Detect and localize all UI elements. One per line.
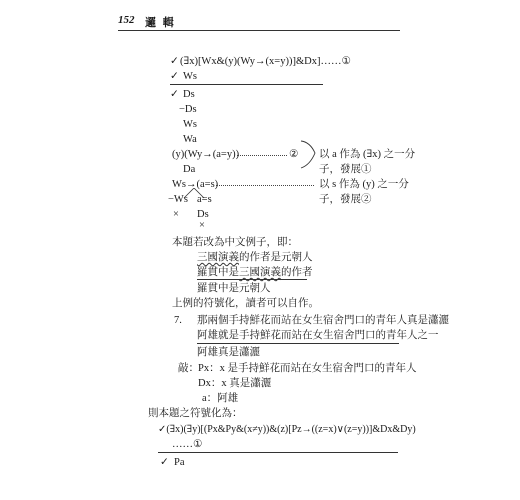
cross-mark: ×: [173, 209, 179, 220]
page-number: 152: [118, 14, 135, 26]
example-line-3: 羅貫中是元朝人: [197, 283, 271, 294]
premise-2: 阿雄就是手持鮮花而站在女生宿舍門口的青年人之一: [197, 330, 439, 341]
problem-number: 7.: [174, 315, 182, 326]
branch-right: a=s: [197, 194, 212, 205]
dotted-leader: [237, 150, 287, 156]
proof-line-11: Ds: [197, 209, 209, 220]
proof-line-8: Da: [183, 164, 196, 175]
proof-line-2: Ws: [183, 71, 197, 82]
cross-mark: ×: [199, 220, 205, 231]
text: 羅貫中是: [197, 267, 239, 278]
symbolized-intro: 則本題之符號化為：: [148, 408, 243, 419]
check-mark: ✓: [170, 89, 179, 100]
key-def-2: Dx：x 真是瀟灑: [198, 378, 272, 389]
key-def-3: a：阿雄: [202, 393, 239, 404]
reference-mark: ②: [289, 149, 299, 160]
note-1-cont: 子，發展①: [319, 164, 372, 175]
note-2-cont: 子，發展②: [319, 194, 372, 205]
proof-line-5: Ws: [183, 119, 197, 130]
example-rule: [197, 279, 307, 280]
note-2: 以 s 作為 (y) 之一分: [319, 179, 409, 190]
proof-line-7: (y)(Wy→(a=y)): [172, 149, 240, 160]
example-intro: 本題若改為中文例子，即：: [172, 237, 298, 248]
premise-rule: [197, 343, 399, 344]
proof-line-1: (∃x)[Wx&(y)(Wy→(x=y))]&Dx]……①: [180, 56, 351, 67]
proof-line-9: Ws→(a=s): [172, 179, 219, 190]
book-title: 三國演義: [239, 267, 281, 278]
check-mark: ✓: [170, 71, 179, 82]
proof-line-6: Wa: [183, 134, 197, 145]
proof-rule: [170, 84, 323, 85]
dotted-leader: [216, 180, 314, 186]
symbolized-formula: ✓(∃x)(∃y)[(Px&Py&(x≠y))&(z)[Pz→((z=x)∨(z=y))]&Dx&Dy): [158, 424, 416, 435]
formula-rule: [158, 452, 398, 453]
text: 的作者是元朝人: [239, 252, 313, 263]
example-conclusion: 上例的符號化，讀者可以自作。: [172, 298, 319, 309]
proof-line-4: −Ds: [179, 104, 197, 115]
key-label: 敲：: [178, 363, 199, 374]
last-line: Pa: [174, 457, 185, 468]
formula-ref: ……①: [172, 439, 203, 450]
conclusion: 阿雄真是瀟灑: [197, 347, 260, 358]
check-mark: ✓: [170, 56, 179, 67]
example-line-2: [197, 266, 313, 279]
proof-line-3: Ds: [183, 89, 195, 100]
branch-left: −Ws: [168, 194, 188, 205]
note-1: 以 a 作為 (∃x) 之一分: [319, 149, 416, 160]
key-def-1: Px：x 是手持鮮花而站在女生宿舍門口的青年人: [198, 363, 417, 374]
book-title: 三國演義: [197, 252, 239, 263]
text: 的作者: [281, 267, 313, 278]
premise-1: 那兩個手持鮮花而站在女生宿舍門口的青年人真是瀟灑: [197, 315, 449, 326]
check-mark: ✓: [160, 457, 169, 468]
running-title: 邏 輯: [145, 17, 176, 29]
header-rule: [118, 30, 400, 31]
example-line-1: [197, 251, 313, 264]
